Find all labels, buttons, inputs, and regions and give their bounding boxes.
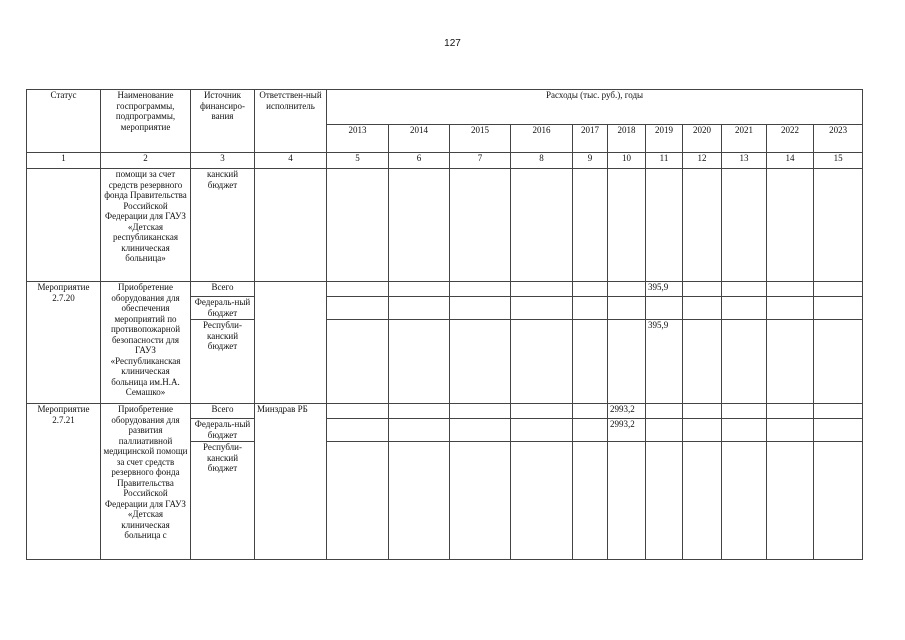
value-cell (722, 297, 767, 320)
value-cell (573, 442, 608, 560)
column-number: 13 (722, 153, 767, 169)
value-cell (327, 419, 389, 442)
value-cell (814, 419, 863, 442)
value-cell (814, 404, 863, 419)
value-cell (450, 404, 511, 419)
column-number: 11 (646, 153, 683, 169)
value-cell (608, 297, 646, 320)
value-cell (327, 297, 389, 320)
table-cell (573, 169, 608, 282)
expenses-table (26, 89, 863, 560)
measure-2-source-federal: Федераль-ный бюджет (191, 419, 255, 442)
value-cell (511, 282, 573, 297)
value-cell (646, 419, 683, 442)
value-cell (327, 282, 389, 297)
value-cell (511, 320, 573, 404)
year-cell: 2019 (646, 125, 683, 153)
header-expenses: Расходы (тыс. руб.), годы (327, 90, 863, 125)
header-executor: Ответствен-ный исполнитель (255, 90, 327, 153)
value-cell (450, 297, 511, 320)
value-cell (767, 442, 814, 560)
measure-2-name-text: Приобретение оборудования для развития паллиативной медицинской помощи за счет средств резервного фонда Правительства Российской Федерации для ГАУЗ «Детская клиническая больница с (103, 404, 188, 540)
value-cell: 395,9 (646, 320, 683, 404)
continued-row (27, 169, 863, 282)
value-cell (511, 419, 573, 442)
value-cell (389, 320, 450, 404)
value-cell (450, 282, 511, 297)
value-cell (722, 404, 767, 419)
value-cell (683, 404, 722, 419)
column-number: 12 (683, 153, 722, 169)
value-cell (450, 442, 511, 560)
measure-1-source-total: Всего (191, 282, 255, 297)
table-cell (683, 169, 722, 282)
value-cell (573, 404, 608, 419)
value-cell (389, 404, 450, 419)
value-cell (573, 320, 608, 404)
value-cell (327, 404, 389, 419)
year-cell: 2020 (683, 125, 722, 153)
table-cell (511, 169, 573, 282)
header-name: Наименование госпрограммы, подпрограммы, мероприятие (101, 90, 191, 153)
table-cell (767, 169, 814, 282)
measure-2-name-clip (103, 404, 188, 554)
year-cell: 2022 (767, 125, 814, 153)
value-cell (608, 282, 646, 297)
value-cell (814, 297, 863, 320)
year-cell: 2023 (814, 125, 863, 153)
measure-1-total-row (27, 282, 863, 297)
measure-2-executor: Минздрав РБ (255, 404, 327, 560)
value-cell (722, 282, 767, 297)
measure-2-name (101, 404, 191, 560)
column-number: 5 (327, 153, 389, 169)
value-cell (511, 442, 573, 560)
continued-source: канский бюджет (191, 169, 255, 282)
continued-executor-cell (255, 169, 327, 282)
value-cell (683, 320, 722, 404)
value-cell (767, 404, 814, 419)
value-cell (327, 442, 389, 560)
value-cell (511, 404, 573, 419)
measure-1-name: Приобретение оборудования для обеспечения мероприятий по противопожарной безопасности для ГАУЗ «Республиканская клиническая больница им.Н.А. Семашко» (101, 282, 191, 404)
value-cell (573, 282, 608, 297)
measure-1-status: Мероприятие 2.7.20 (27, 282, 101, 404)
value-cell (389, 297, 450, 320)
value-cell: 395,9 (646, 282, 683, 297)
column-number: 6 (389, 153, 450, 169)
value-cell (814, 320, 863, 404)
value-cell (608, 320, 646, 404)
value-cell (646, 442, 683, 560)
measure-2-source-republic: Республи-канский бюджет (191, 442, 255, 560)
header-row (27, 90, 863, 125)
column-number: 9 (573, 153, 608, 169)
column-number: 3 (191, 153, 255, 169)
value-cell (722, 442, 767, 560)
value-cell (722, 320, 767, 404)
value-cell: 2993,2 (608, 419, 646, 442)
measure-1-source-republic: Республи-канский бюджет (191, 320, 255, 404)
value-cell (450, 419, 511, 442)
continued-name: помощи за счет средств резервного фонда Правительства Российской Федерации для ГАУЗ «Детская республиканская клиническая больница» (101, 169, 191, 282)
year-cell: 2015 (450, 125, 511, 153)
value-cell (683, 419, 722, 442)
year-cell: 2021 (722, 125, 767, 153)
column-number: 7 (450, 153, 511, 169)
column-number: 15 (814, 153, 863, 169)
value-cell (683, 297, 722, 320)
header-source: Источник финансиро-вания (191, 90, 255, 153)
value-cell (511, 297, 573, 320)
table-cell (450, 169, 511, 282)
value-cell (767, 297, 814, 320)
value-cell (389, 282, 450, 297)
value-cell (767, 320, 814, 404)
value-cell (722, 419, 767, 442)
column-number: 4 (255, 153, 327, 169)
value-cell (646, 404, 683, 419)
page-number: 127 (444, 38, 461, 49)
column-number: 8 (511, 153, 573, 169)
value-cell: 2993,2 (608, 404, 646, 419)
measure-2-source-total: Всего (191, 404, 255, 419)
column-number: 1 (27, 153, 101, 169)
table-cell (327, 169, 389, 282)
value-cell (389, 419, 450, 442)
measure-2-status: Мероприятие 2.7.21 (27, 404, 101, 560)
column-number: 2 (101, 153, 191, 169)
measure-1-source-federal: Федераль-ный бюджет (191, 297, 255, 320)
value-cell (573, 297, 608, 320)
value-cell (646, 297, 683, 320)
value-cell (767, 282, 814, 297)
column-number: 14 (767, 153, 814, 169)
value-cell (814, 282, 863, 297)
value-cell (573, 419, 608, 442)
year-cell: 2013 (327, 125, 389, 153)
table-cell (814, 169, 863, 282)
value-cell (389, 442, 450, 560)
measure-1-executor (255, 282, 327, 404)
table-cell (608, 169, 646, 282)
year-cell: 2018 (608, 125, 646, 153)
value-cell (767, 419, 814, 442)
year-cell: 2016 (511, 125, 573, 153)
value-cell (450, 320, 511, 404)
year-cell: 2017 (573, 125, 608, 153)
value-cell (683, 442, 722, 560)
column-number: 10 (608, 153, 646, 169)
year-cell: 2014 (389, 125, 450, 153)
table-cell (389, 169, 450, 282)
value-cell (814, 442, 863, 560)
value-cell (327, 320, 389, 404)
table-cell (646, 169, 683, 282)
column-numbers-row (27, 153, 863, 169)
value-cell (683, 282, 722, 297)
table-cell (722, 169, 767, 282)
header-status: Статус (27, 90, 101, 153)
continued-status-cell (27, 169, 101, 282)
measure-2-total-row (27, 404, 863, 419)
value-cell (608, 442, 646, 560)
